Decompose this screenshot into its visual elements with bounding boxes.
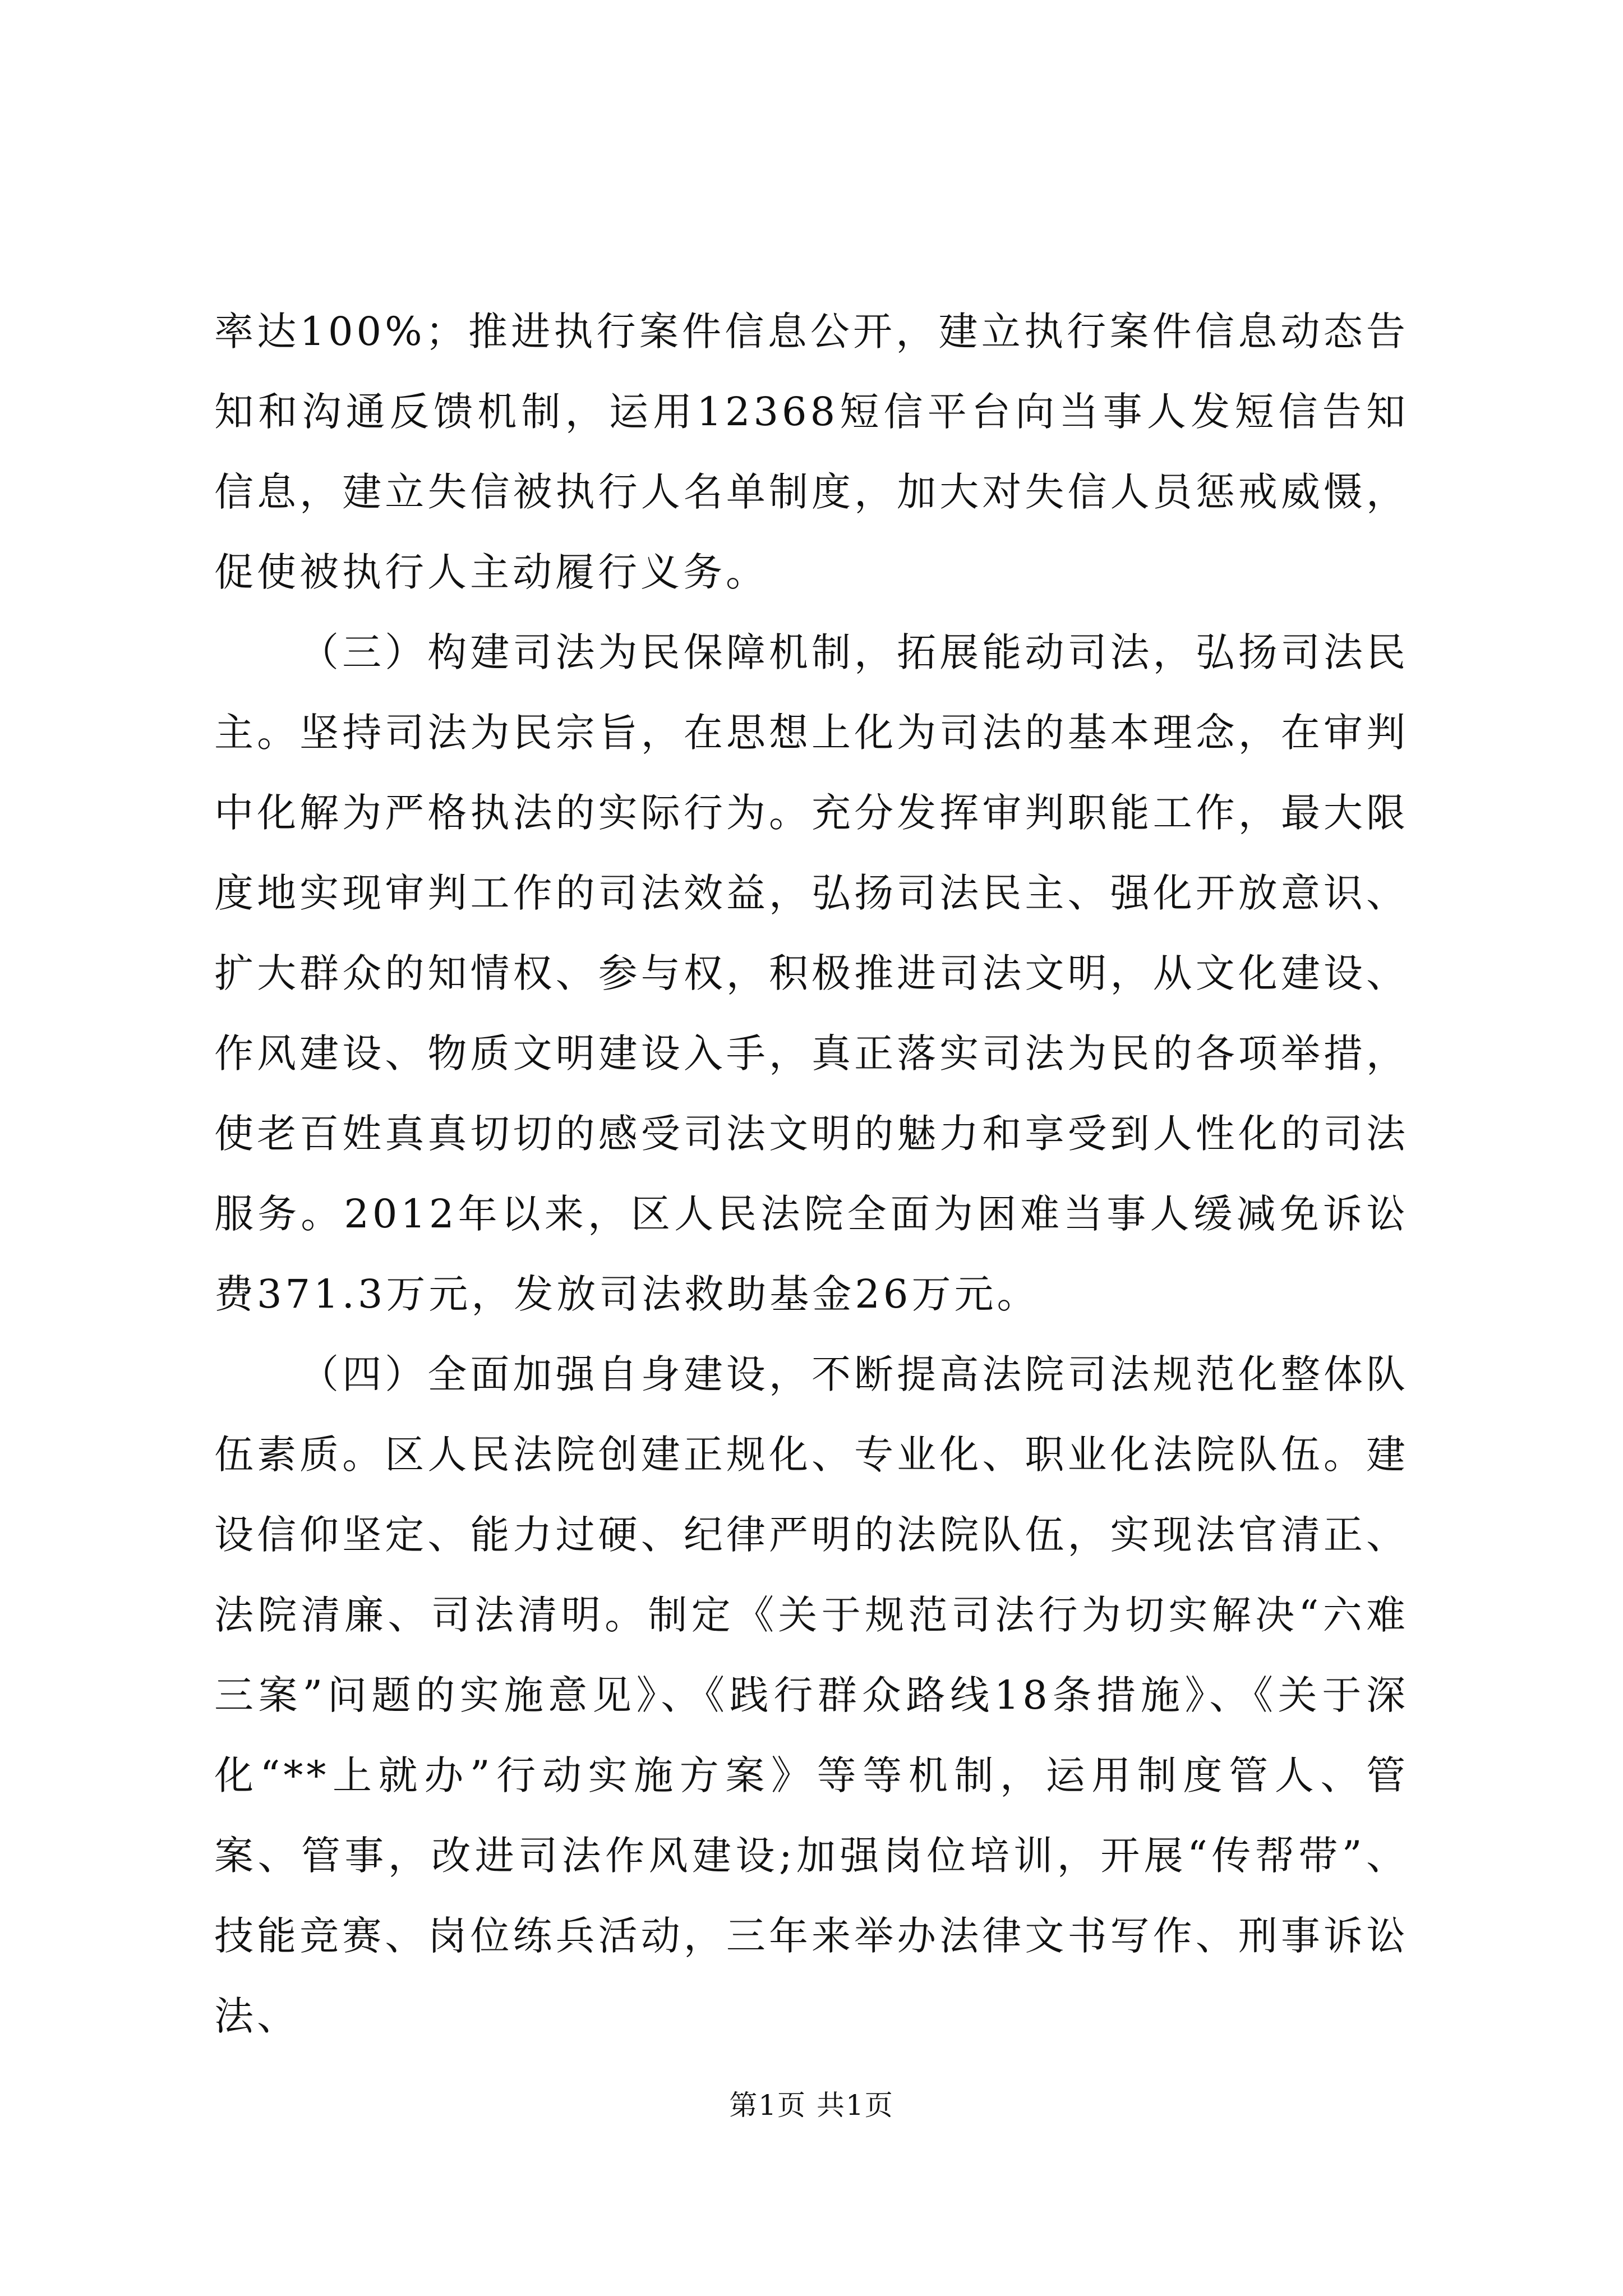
page-footer <box>0 2086 1623 2125</box>
paragraph-3: （四）全面加强自身建设，不断提高法院司法规范化整体队伍素质。区人民法院创建正规化、专业化、职业化法院队伍。建设信仰坚定、能力过硬、纪律严明的法院队伍，实现法官清正、法院清廉、司法清明。制定《关于规范司法行为切实解决“六难三案”问题的实施意见》、《践行群众路线18条措施》、《关于深化“**上就办”行动实施方案》等等机制，运用制度管人、管案、管事，改进司法作风建设;加强岗位培训，开展“传帮带”、技能竞赛、岗位练兵活动，三年来举办法律文书写作、刑事诉讼法、 <box>214 1351 1409 2039</box>
document-body <box>214 292 1409 2056</box>
paragraph-1: 率达100%；推进执行案件信息公开，建立执行案件信息动态告知和沟通反馈机制，运用12368短信平台向当事人发短信告知信息，建立失信被执行人名单制度，加大对失信人员惩戒威慑，促使被执行人主动履行义务。 <box>214 309 1409 595</box>
page-number-label: 第1页 共1页 <box>729 2089 894 2122</box>
paragraph-2: （三）构建司法为民保障机制，拓展能动司法，弘扬司法民主。坚持司法为民宗旨，在思想上化为司法的基本理念，在审判中化解为严格执法的实际行为。充分发挥审判职能工作，最大限度地实现审判工作的司法效益，弘扬司法民主、强化开放意识、扩大群众的知情权、参与权，积极推进司法文明，从文化建设、作风建设、物质文明建设入手，真正落实司法为民的各项举措，使老百姓真真切切的感受司法文明的魅力和享受到人性化的司法服务。2012年以来，区人民法院全面为困难当事人缓减免诉讼费371.3万元，发放司法救助基金26万元。 <box>214 629 1409 1317</box>
